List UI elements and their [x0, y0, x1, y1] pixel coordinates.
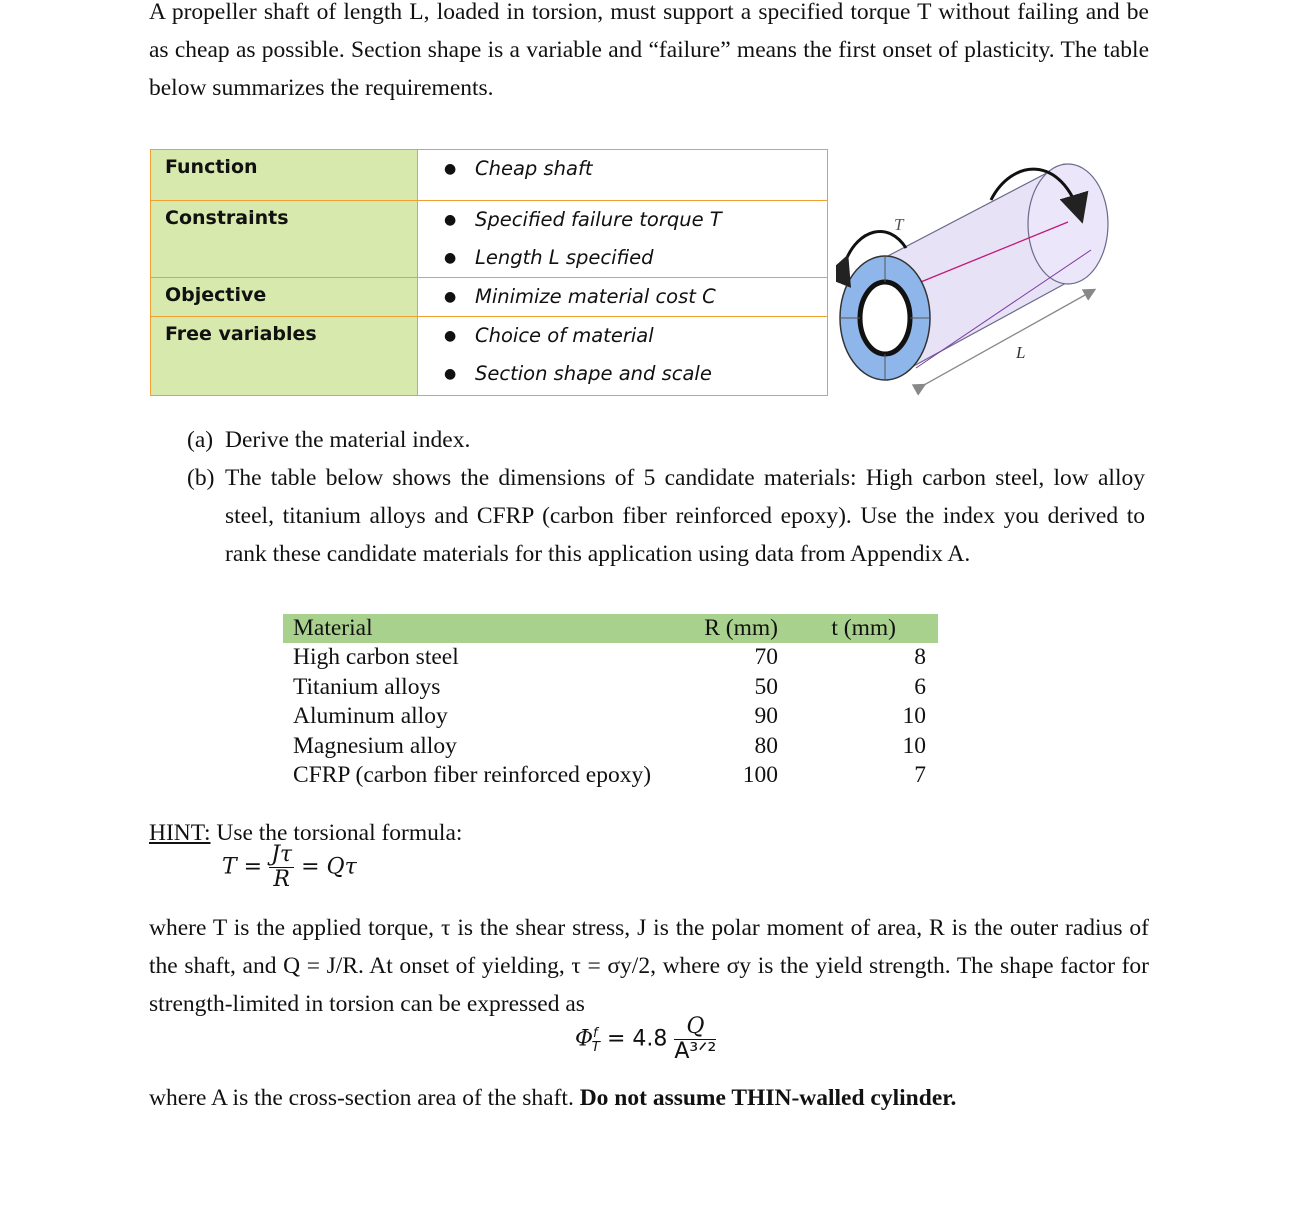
equation-rhs: = Qτ: [301, 854, 357, 880]
shape-factor-equation: [575, 1015, 716, 1064]
final-paragraph: [149, 1079, 1149, 1117]
equation-numerator: Jτ: [271, 842, 293, 867]
material-name: CFRP (carbon fiber reinforced epoxy): [293, 762, 652, 788]
question-marker: (b): [187, 465, 215, 491]
phi-symbol: Φ: [575, 1026, 594, 1052]
constraint-item: ● Length L specified: [418, 239, 827, 277]
explanation-paragraph: where T is the applied torque, τ is the shear stress, J is the polar moment of area, R is the outer radius of the shaft, and Q = J/R. At onset of yielding, τ = σy/2, where σy is the yield strength. The shape factor for strength-limited in torsion can be expressed as: [149, 915, 1149, 1017]
material-radius: 70: [754, 644, 778, 670]
materials-table: [283, 614, 938, 791]
material-thickness: 7: [914, 762, 926, 788]
question-text: Derive the material index.: [225, 427, 471, 453]
table-row: [283, 643, 938, 673]
free-variables-label: Free variables: [151, 317, 418, 396]
question-text: The table below shows the dimensions of 5 candidate materials: High carbon steel, low alloy steel, titanium alloys and CFRP (carbon fiber reinforced epoxy). Use the index you derived to rank these candidate materials for this application using data from Appendix A.: [225, 465, 1145, 567]
free-variable-item: ● Section shape and scale: [418, 355, 827, 395]
objective-item: ● Minimize material cost C: [418, 278, 827, 316]
equation-lhs: T =: [222, 854, 263, 880]
equation-denominator: R: [273, 867, 290, 892]
material-radius: 50: [754, 673, 778, 700]
inner-bore: [860, 282, 910, 354]
material-name: High carbon steel: [293, 644, 459, 670]
phi-superscript: f: [593, 1026, 598, 1042]
material-thickness: 10: [902, 703, 926, 729]
constraints-label: Constraints: [151, 201, 418, 278]
torsion-equation: [222, 843, 357, 892]
hint-text: Use the torsional formula:: [210, 820, 463, 846]
material-thickness: 6: [914, 673, 926, 700]
length-label: L: [1016, 343, 1026, 362]
intro-paragraph: A propeller shaft of length L, loaded in torsion, must support a specified torque T without failing and be as cheap as possible. Section shape is a variable and “failure” means the first onset of plasticity. The table below summarizes the requirements.: [149, 0, 1149, 101]
final-text: where A is the cross-section area of the shaft.: [149, 1085, 574, 1111]
header-material: Material: [283, 614, 658, 643]
equation-denominator: A³ᐟ²: [674, 1039, 717, 1064]
material-thickness: 8: [914, 644, 926, 670]
final-bold-text: Do not assume THIN-walled cylinder.: [579, 1085, 957, 1111]
header-thickness: t (mm): [786, 614, 938, 643]
question-marker: (a): [187, 427, 214, 453]
equation-numerator: Q: [674, 1015, 716, 1040]
objective-label: Objective: [151, 278, 418, 317]
function-item: ● Cheap shaft: [418, 150, 827, 188]
material-thickness: 10: [902, 732, 926, 759]
equation-fraction: [269, 843, 294, 892]
material-name: Titanium alloys: [293, 673, 441, 700]
table-row: [283, 732, 938, 762]
requirements-table: [150, 149, 828, 396]
equation-fraction: [674, 1015, 716, 1064]
equation-coefficient: = 4.8: [599, 1026, 668, 1052]
shaft-diagram: [836, 160, 1126, 400]
hint-label: HINT:: [149, 820, 211, 846]
table-row: [283, 702, 938, 732]
table-header-row: [283, 614, 938, 643]
material-name: Aluminum alloy: [293, 703, 448, 729]
function-label: Function: [151, 150, 418, 201]
header-radius: R (mm): [658, 614, 786, 643]
material-radius: 100: [742, 762, 778, 788]
material-radius: 80: [754, 732, 778, 759]
material-radius: 90: [754, 703, 778, 729]
material-name: Magnesium alloy: [293, 732, 457, 759]
torque-label: T: [894, 215, 904, 234]
free-variable-item: ● Choice of material: [418, 317, 827, 355]
table-row: [283, 673, 938, 703]
phi-subscript: T: [591, 1038, 600, 1055]
table-row: [283, 761, 938, 791]
constraint-item: ● Specified failure torque T: [418, 201, 827, 239]
